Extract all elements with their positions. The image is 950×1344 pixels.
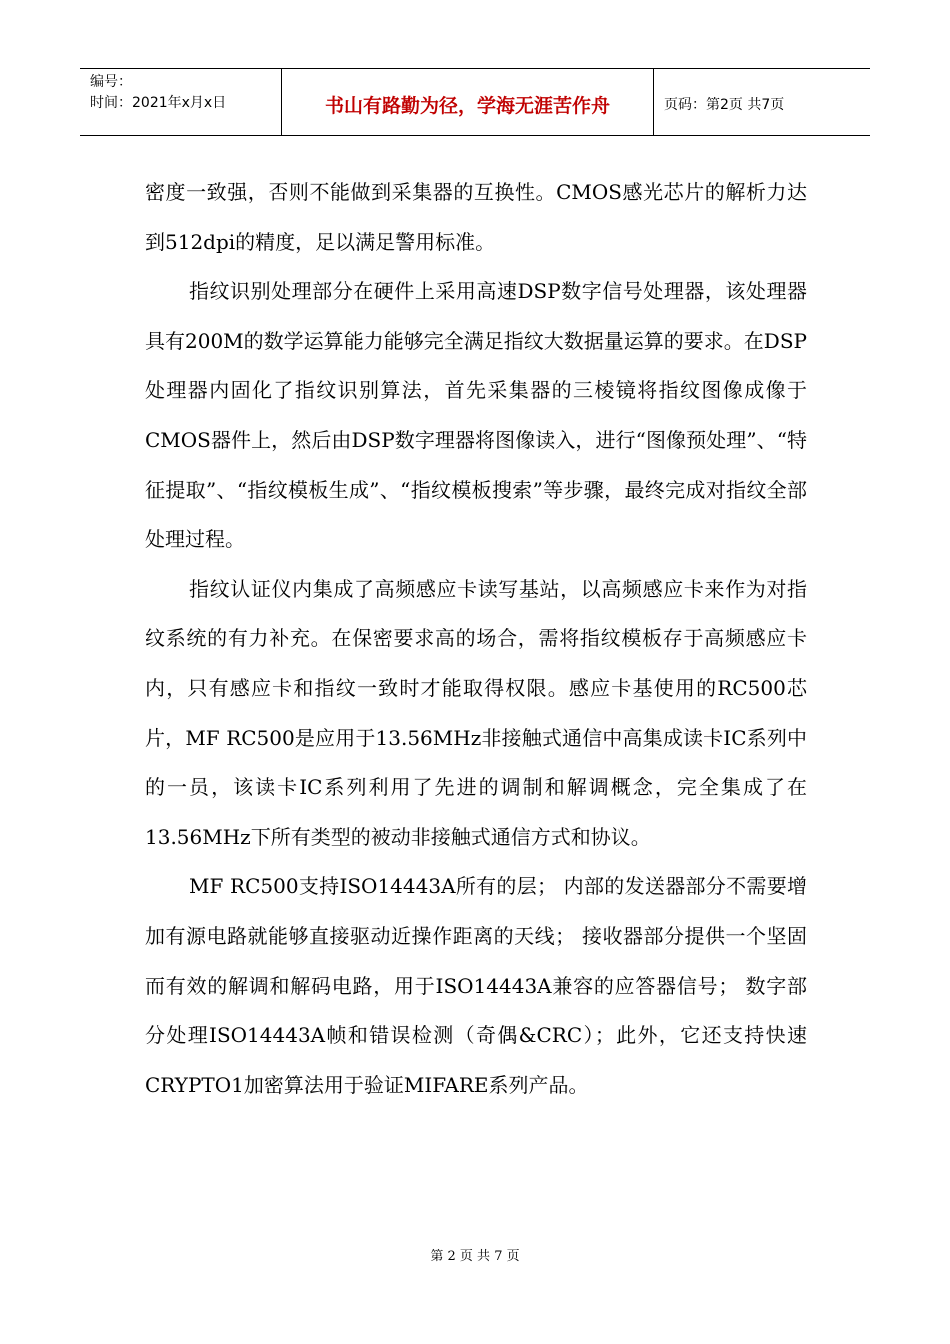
paragraph: 指纹认证仪内集成了高频感应卡读写基站，以高频感应卡来作为对指纹系统的有力补充。在保密要求高的场合，需将指纹模板存于高频感应卡内，只有感应卡和指纹一致时才能取得权限。感应卡基使用的RC500芯片，MF RC500是应用于13.56MHz非接触式通信中高集成读卡IC系列中的一员，该读卡IC系列利用了先进的调制和解调概念，完全集成了在13.56MHz下所有类型的被动非接触式通信方式和协议。 bbox=[145, 576, 807, 849]
page-header bbox=[80, 68, 870, 136]
paragraph: 指纹识别处理部分在硬件上采用高速DSP数字信号处理器，该处理器具有200M的数学运算能力能够完全满足指纹大数据量运算的要求。在DSP处理器内固化了指纹识别算法，首先采集器的三棱镜将指纹图像成像于CMOS器件上，然后由DSP数字理器将图像读入，进行“图像预处理”、“特征提取”、“指纹模板生成”、“指纹模板搜索”等步骤，最终完成对指纹全部处理过程。 bbox=[145, 279, 807, 552]
paragraph: 密度一致强，否则不能做到采集器的互换性。CMOS感光芯片的解析力达到512dpi的精度，足以满足警用标准。 bbox=[145, 180, 807, 254]
paragraph: MF RC500支持ISO14443A所有的层； 内部的发送器部分不需要增加有源电路就能够直接驱动近操作距离的天线； 接收器部分提供一个坚固而有效的解调和解码电路，用于ISO14443A兼容的应答器信号； 数字部分处理ISO14443A帧和错误检测（奇偶&CRC）；此外，它还支持快速CRYPTO1加密算法用于验证MIFARE系列产品。 bbox=[145, 874, 807, 1097]
header-motto: 书山有路勤为径，学海无涯苦作舟 bbox=[282, 69, 654, 135]
header-page-info: 页码：第2页 共7页 bbox=[664, 97, 785, 113]
document-time-label: 时间：2021年x月x日 bbox=[90, 95, 227, 111]
page-footer: 第 2 页 共 7 页 bbox=[430, 1249, 520, 1264]
document-body bbox=[145, 168, 807, 1110]
document-number-label: 编号： bbox=[90, 74, 132, 90]
header-meta bbox=[80, 69, 282, 135]
